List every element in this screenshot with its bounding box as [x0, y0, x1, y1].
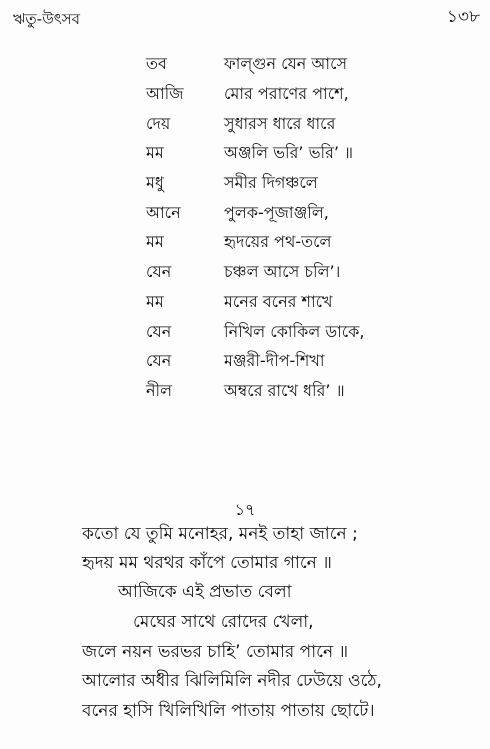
song-line: কতো যে তুমি মনোহর, মনই তাহা জানে ;	[82, 524, 358, 544]
verse-line	[146, 228, 476, 258]
verse-line	[146, 347, 476, 377]
verse-line-text: সুধারস ধারে ধারে	[224, 113, 336, 133]
verse-line-text: নিখিল কোকিল ডাকে,	[224, 321, 365, 341]
verse-line-text: মোর পরাণের পাশে,	[224, 84, 349, 104]
verse-line	[146, 80, 476, 110]
verse-line	[146, 109, 476, 139]
verse-lead-word: মধু	[146, 173, 164, 193]
verse-lead-word: যেন	[146, 262, 172, 282]
verse-line	[146, 169, 476, 199]
verse-line-text: অম্বরে রাখে ধরি’ ॥	[224, 380, 345, 400]
verse-line	[146, 288, 476, 318]
verse-lead-word: দেয়	[146, 113, 171, 133]
verse-lead-word: আনে	[146, 202, 181, 222]
verse-lead-word: মম	[146, 291, 164, 311]
verse-line	[146, 198, 476, 228]
verse-line-text: চঞ্চল আসে চলি’।	[224, 262, 341, 282]
verse-line-text: হৃদয়ের পথ-তলে	[224, 232, 332, 252]
verse-line	[146, 258, 476, 288]
song-line: হৃদয় মম থরথর কাঁপে তোমার গানে ॥	[82, 553, 332, 573]
song-line: আলোর অধীর ঝিলিমিলি নদীর ঢেউয়ে ওঠে,	[82, 671, 382, 691]
verse-line	[146, 50, 476, 80]
verse-line-text: মঞ্জরী-দীপ-শিখা	[224, 351, 325, 371]
running-header: ঋতু-উৎসব	[13, 10, 81, 28]
verse-lead-word: আজি	[146, 84, 184, 104]
verse-line	[146, 377, 476, 407]
verse-line-text: ফাল্গুন যেন আসে	[224, 54, 348, 74]
song-line: মেঘের সাথে রোদের খেলা,	[133, 612, 314, 632]
verse-lead-word: নীল	[146, 380, 173, 400]
page-number: ১৩৮	[446, 7, 480, 27]
verse-lead-word: মম	[146, 143, 164, 163]
verse-line-text: অঞ্জলি ভরি’ ভরি’ ॥	[224, 143, 354, 163]
song-line: বনের হাসি খিলিখিলি পাতায় পাতায় ছোটে।	[82, 701, 375, 721]
verse-line	[146, 317, 476, 347]
verse-lead-word: যেন	[146, 351, 172, 371]
verse-line-text: সমীর দিগঞ্চলে	[224, 173, 318, 193]
song-number: ১৭	[234, 500, 256, 519]
verse-line-text: পুলক-পূজাঞ্জলি,	[224, 202, 329, 222]
verse-line-text: মনের বনের শাখে	[224, 291, 333, 311]
verse-block	[146, 50, 476, 406]
verse-lead-word: মম	[146, 232, 164, 252]
verse-lead-word: যেন	[146, 321, 172, 341]
verse-line	[146, 139, 476, 169]
song-line: আজিকে এই প্রভাত বেলা	[118, 582, 292, 602]
song-line: জলে নয়ন ভরভর চাহি’ তোমার পানে ॥	[82, 642, 349, 662]
verse-lead-word: তব	[146, 54, 167, 74]
